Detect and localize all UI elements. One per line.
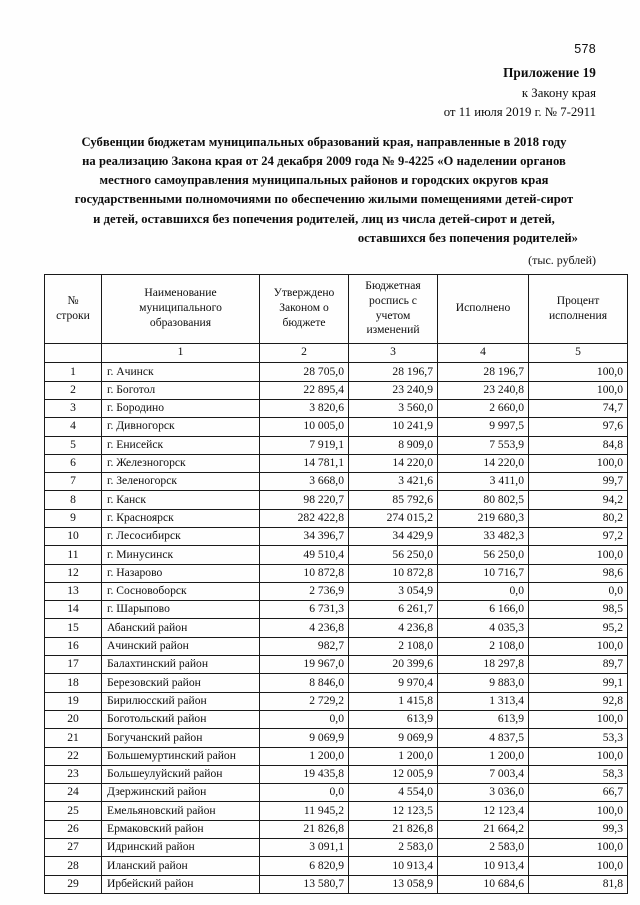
cell-approved: 19 967,0 bbox=[260, 656, 349, 674]
cell-budget-schedule: 9 069,9 bbox=[349, 729, 438, 747]
cell-percent: 92,8 bbox=[529, 692, 628, 710]
cell-percent: 95,2 bbox=[529, 619, 628, 637]
cell-municipality-name: г. Енисейск bbox=[102, 436, 260, 454]
cell-row-number: 13 bbox=[45, 582, 102, 600]
appendix-title: Приложение 19 bbox=[503, 65, 596, 80]
cell-row-number: 16 bbox=[45, 637, 102, 655]
cell-municipality-name: Дзержинский район bbox=[102, 784, 260, 802]
cell-executed: 10 716,7 bbox=[438, 564, 529, 582]
header-row-number-line1: № bbox=[67, 293, 79, 307]
cell-approved: 13 580,7 bbox=[260, 875, 349, 893]
cell-budget-schedule: 3 421,6 bbox=[349, 473, 438, 491]
cell-row-number: 28 bbox=[45, 857, 102, 875]
cell-budget-schedule: 12 005,9 bbox=[349, 765, 438, 783]
table-header-row bbox=[45, 275, 628, 344]
cell-budget-schedule: 23 240,9 bbox=[349, 381, 438, 399]
cell-percent: 100,0 bbox=[529, 363, 628, 381]
cell-budget-schedule: 21 826,8 bbox=[349, 820, 438, 838]
cell-executed: 10 684,6 bbox=[438, 875, 529, 893]
cell-row-number: 26 bbox=[45, 820, 102, 838]
header-row-number-line2: строки bbox=[56, 308, 90, 322]
appendix-law-line: к Закону края bbox=[521, 85, 596, 100]
cell-approved: 19 435,8 bbox=[260, 765, 349, 783]
heading-line-3: местного самоуправления муниципальных районов и городских округов края bbox=[99, 173, 549, 188]
cell-municipality-name: Боготольский район bbox=[102, 710, 260, 728]
cell-executed: 4 035,3 bbox=[438, 619, 529, 637]
cell-executed: 10 913,4 bbox=[438, 857, 529, 875]
cell-row-number: 21 bbox=[45, 729, 102, 747]
table-row bbox=[45, 564, 628, 582]
cell-percent: 89,7 bbox=[529, 656, 628, 674]
table-column-number-row bbox=[45, 344, 628, 363]
cell-percent: 100,0 bbox=[529, 839, 628, 857]
cell-executed: 28 196,7 bbox=[438, 363, 529, 381]
cell-budget-schedule: 13 058,9 bbox=[349, 875, 438, 893]
cell-approved: 8 846,0 bbox=[260, 674, 349, 692]
table-row bbox=[45, 656, 628, 674]
colnum-5: 5 bbox=[529, 344, 628, 363]
cell-municipality-name: г. Железногорск bbox=[102, 454, 260, 472]
cell-row-number: 22 bbox=[45, 747, 102, 765]
table-row bbox=[45, 747, 628, 765]
header-budget-line3: учетом bbox=[375, 308, 411, 322]
appendix-reference-block bbox=[296, 64, 596, 121]
cell-budget-schedule: 10 872,8 bbox=[349, 564, 438, 582]
cell-budget-schedule: 56 250,0 bbox=[349, 546, 438, 564]
header-budget-line1: Бюджетная bbox=[365, 279, 421, 292]
table-row bbox=[45, 601, 628, 619]
cell-approved: 3 091,1 bbox=[260, 839, 349, 857]
cell-executed: 3 036,0 bbox=[438, 784, 529, 802]
table-row bbox=[45, 820, 628, 838]
cell-executed: 9 997,5 bbox=[438, 418, 529, 436]
cell-percent: 84,8 bbox=[529, 436, 628, 454]
cell-row-number: 10 bbox=[45, 527, 102, 545]
cell-budget-schedule: 28 196,7 bbox=[349, 363, 438, 381]
heading-line-2: на реализацию Закона края от 24 декабря 2009 года № 9-4225 «О наделении органов bbox=[82, 154, 566, 169]
cell-approved: 49 510,4 bbox=[260, 546, 349, 564]
cell-municipality-name: г. Шарыпово bbox=[102, 601, 260, 619]
heading-line-4: государственными полномочиями по обеспечению жилыми помещениями детей-сирот bbox=[74, 192, 574, 207]
cell-approved: 28 705,0 bbox=[260, 363, 349, 381]
cell-municipality-name: г. Бородино bbox=[102, 399, 260, 417]
cell-municipality-name: Богучанский район bbox=[102, 729, 260, 747]
cell-budget-schedule: 8 909,0 bbox=[349, 436, 438, 454]
cell-row-number: 25 bbox=[45, 802, 102, 820]
cell-executed: 219 680,3 bbox=[438, 509, 529, 527]
cell-municipality-name: Емельяновский район bbox=[102, 802, 260, 820]
cell-budget-schedule: 2 583,0 bbox=[349, 839, 438, 857]
cell-percent: 74,7 bbox=[529, 399, 628, 417]
cell-row-number: 3 bbox=[45, 399, 102, 417]
table-row bbox=[45, 765, 628, 783]
cell-percent: 98,5 bbox=[529, 601, 628, 619]
header-approved-line2: Законом о bbox=[279, 301, 329, 315]
cell-municipality-name: г. Лесосибирск bbox=[102, 527, 260, 545]
cell-executed: 7 553,9 bbox=[438, 436, 529, 454]
table-row bbox=[45, 582, 628, 600]
cell-row-number: 6 bbox=[45, 454, 102, 472]
cell-row-number: 17 bbox=[45, 656, 102, 674]
cell-executed: 12 123,4 bbox=[438, 802, 529, 820]
cell-approved: 22 895,4 bbox=[260, 381, 349, 399]
cell-budget-schedule: 6 261,7 bbox=[349, 601, 438, 619]
table-row bbox=[45, 546, 628, 564]
document-heading bbox=[48, 133, 600, 248]
table-row bbox=[45, 454, 628, 472]
cell-approved: 982,7 bbox=[260, 637, 349, 655]
table-row bbox=[45, 527, 628, 545]
cell-executed: 1 313,4 bbox=[438, 692, 529, 710]
cell-executed: 18 297,8 bbox=[438, 656, 529, 674]
cell-row-number: 12 bbox=[45, 564, 102, 582]
cell-approved: 0,0 bbox=[260, 710, 349, 728]
cell-row-number: 7 bbox=[45, 473, 102, 491]
table-row bbox=[45, 637, 628, 655]
cell-approved: 34 396,7 bbox=[260, 527, 349, 545]
header-budget-line4: изменений bbox=[366, 323, 420, 337]
cell-row-number: 15 bbox=[45, 619, 102, 637]
cell-budget-schedule: 1 200,0 bbox=[349, 747, 438, 765]
cell-municipality-name: Бирилюсский район bbox=[102, 692, 260, 710]
table-row bbox=[45, 491, 628, 509]
cell-row-number: 1 bbox=[45, 363, 102, 381]
cell-municipality-name: г. Красноярск bbox=[102, 509, 260, 527]
header-executed: Исполнено bbox=[438, 275, 529, 344]
cell-executed: 6 166,0 bbox=[438, 601, 529, 619]
cell-percent: 100,0 bbox=[529, 454, 628, 472]
cell-budget-schedule: 3 054,9 bbox=[349, 582, 438, 600]
subventions-table-wrapper bbox=[44, 274, 623, 894]
header-name-line1: Наименование bbox=[144, 286, 217, 300]
cell-approved: 98 220,7 bbox=[260, 491, 349, 509]
cell-percent: 98,6 bbox=[529, 564, 628, 582]
cell-approved: 21 826,8 bbox=[260, 820, 349, 838]
cell-municipality-name: г. Боготол bbox=[102, 381, 260, 399]
cell-budget-schedule: 10 913,4 bbox=[349, 857, 438, 875]
cell-budget-schedule: 12 123,5 bbox=[349, 802, 438, 820]
cell-approved: 10 005,0 bbox=[260, 418, 349, 436]
heading-line-5: и детей, оставшихся без попечения родителей, лиц из числа детей-сирот и детей, bbox=[93, 211, 555, 226]
cell-executed: 2 108,0 bbox=[438, 637, 529, 655]
table-row bbox=[45, 509, 628, 527]
table-row bbox=[45, 674, 628, 692]
cell-percent: 100,0 bbox=[529, 637, 628, 655]
cell-executed: 0,0 bbox=[438, 582, 529, 600]
cell-row-number: 4 bbox=[45, 418, 102, 436]
heading-line-1: Субвенции бюджетам муниципальных образований края, направленные в 2018 году bbox=[81, 135, 567, 149]
cell-percent: 53,3 bbox=[529, 729, 628, 747]
cell-row-number: 29 bbox=[45, 875, 102, 893]
cell-approved: 14 781,1 bbox=[260, 454, 349, 472]
cell-municipality-name: г. Ачинск bbox=[102, 363, 260, 381]
cell-row-number: 8 bbox=[45, 491, 102, 509]
cell-row-number: 20 bbox=[45, 710, 102, 728]
cell-municipality-name: Большемуртинский район bbox=[102, 747, 260, 765]
cell-budget-schedule: 4 554,0 bbox=[349, 784, 438, 802]
cell-row-number: 14 bbox=[45, 601, 102, 619]
header-percent-line2: исполнения bbox=[548, 308, 608, 322]
cell-municipality-name: Ачинский район bbox=[102, 637, 260, 655]
cell-percent: 0,0 bbox=[529, 582, 628, 600]
units-note: (тыс. рублей) bbox=[528, 253, 596, 267]
cell-executed: 613,9 bbox=[438, 710, 529, 728]
header-name-line2: муниципального bbox=[139, 301, 222, 315]
cell-executed: 1 200,0 bbox=[438, 747, 529, 765]
header-budget-schedule bbox=[349, 275, 438, 344]
cell-row-number: 2 bbox=[45, 381, 102, 399]
page-number: 578 bbox=[574, 42, 596, 56]
cell-row-number: 5 bbox=[45, 436, 102, 454]
appendix-date-line: от 11 июля 2019 г. № 7-2911 bbox=[443, 104, 596, 119]
cell-municipality-name: Идринский район bbox=[102, 839, 260, 857]
cell-executed: 7 003,4 bbox=[438, 765, 529, 783]
cell-percent: 99,3 bbox=[529, 820, 628, 838]
cell-approved: 3 668,0 bbox=[260, 473, 349, 491]
cell-approved: 3 820,6 bbox=[260, 399, 349, 417]
cell-executed: 2 583,0 bbox=[438, 839, 529, 857]
cell-approved: 282 422,8 bbox=[260, 509, 349, 527]
cell-percent: 97,2 bbox=[529, 527, 628, 545]
cell-budget-schedule: 14 220,0 bbox=[349, 454, 438, 472]
table-row bbox=[45, 710, 628, 728]
table-row bbox=[45, 436, 628, 454]
subventions-table bbox=[44, 274, 628, 894]
cell-budget-schedule: 1 415,8 bbox=[349, 692, 438, 710]
cell-executed: 9 883,0 bbox=[438, 674, 529, 692]
table-row bbox=[45, 381, 628, 399]
cell-approved: 4 236,8 bbox=[260, 619, 349, 637]
colnum-2: 2 bbox=[260, 344, 349, 363]
cell-percent: 100,0 bbox=[529, 747, 628, 765]
cell-municipality-name: Иланский район bbox=[102, 857, 260, 875]
colnum-0 bbox=[45, 344, 102, 363]
cell-row-number: 27 bbox=[45, 839, 102, 857]
cell-approved: 2 736,9 bbox=[260, 582, 349, 600]
header-row-number bbox=[45, 275, 102, 344]
header-percent-line1: Процент bbox=[556, 293, 600, 307]
colnum-1: 1 bbox=[102, 344, 260, 363]
table-row bbox=[45, 857, 628, 875]
table-row bbox=[45, 399, 628, 417]
header-approved bbox=[260, 275, 349, 344]
cell-municipality-name: Балахтинский район bbox=[102, 656, 260, 674]
cell-percent: 100,0 bbox=[529, 546, 628, 564]
cell-municipality-name: Березовский район bbox=[102, 674, 260, 692]
cell-approved: 6 820,9 bbox=[260, 857, 349, 875]
table-body bbox=[45, 363, 628, 894]
heading-line-6: оставшихся без попечения родителей» bbox=[357, 230, 578, 245]
cell-percent: 81,8 bbox=[529, 875, 628, 893]
cell-percent: 100,0 bbox=[529, 857, 628, 875]
cell-budget-schedule: 20 399,6 bbox=[349, 656, 438, 674]
cell-executed: 4 837,5 bbox=[438, 729, 529, 747]
cell-approved: 1 200,0 bbox=[260, 747, 349, 765]
cell-executed: 56 250,0 bbox=[438, 546, 529, 564]
cell-municipality-name: г. Минусинск bbox=[102, 546, 260, 564]
cell-approved: 0,0 bbox=[260, 784, 349, 802]
table-row bbox=[45, 473, 628, 491]
cell-percent: 80,2 bbox=[529, 509, 628, 527]
header-approved-line3: бюджете bbox=[282, 316, 326, 330]
cell-row-number: 23 bbox=[45, 765, 102, 783]
cell-executed: 21 664,2 bbox=[438, 820, 529, 838]
cell-percent: 100,0 bbox=[529, 802, 628, 820]
cell-percent: 99,7 bbox=[529, 473, 628, 491]
cell-executed: 14 220,0 bbox=[438, 454, 529, 472]
cell-budget-schedule: 613,9 bbox=[349, 710, 438, 728]
cell-municipality-name: г. Сосновоборск bbox=[102, 582, 260, 600]
header-percent bbox=[529, 275, 628, 344]
cell-executed: 23 240,8 bbox=[438, 381, 529, 399]
cell-budget-schedule: 3 560,0 bbox=[349, 399, 438, 417]
cell-row-number: 19 bbox=[45, 692, 102, 710]
cell-budget-schedule: 4 236,8 bbox=[349, 619, 438, 637]
cell-municipality-name: Большеулуйский район bbox=[102, 765, 260, 783]
cell-budget-schedule: 85 792,6 bbox=[349, 491, 438, 509]
cell-municipality-name: г. Канск bbox=[102, 491, 260, 509]
cell-approved: 9 069,9 bbox=[260, 729, 349, 747]
table-row bbox=[45, 839, 628, 857]
cell-percent: 100,0 bbox=[529, 381, 628, 399]
cell-approved: 2 729,2 bbox=[260, 692, 349, 710]
cell-percent: 94,2 bbox=[529, 491, 628, 509]
cell-row-number: 11 bbox=[45, 546, 102, 564]
cell-budget-schedule: 10 241,9 bbox=[349, 418, 438, 436]
table-head bbox=[45, 275, 628, 363]
cell-row-number: 24 bbox=[45, 784, 102, 802]
table-row bbox=[45, 802, 628, 820]
cell-approved: 11 945,2 bbox=[260, 802, 349, 820]
cell-row-number: 18 bbox=[45, 674, 102, 692]
cell-executed: 3 411,0 bbox=[438, 473, 529, 491]
table-row bbox=[45, 418, 628, 436]
cell-approved: 10 872,8 bbox=[260, 564, 349, 582]
cell-approved: 6 731,3 bbox=[260, 601, 349, 619]
table-row bbox=[45, 692, 628, 710]
table-row bbox=[45, 619, 628, 637]
cell-municipality-name: Ермаковский район bbox=[102, 820, 260, 838]
cell-percent: 97,6 bbox=[529, 418, 628, 436]
cell-percent: 100,0 bbox=[529, 710, 628, 728]
table-row bbox=[45, 784, 628, 802]
cell-municipality-name: Ирбейский район bbox=[102, 875, 260, 893]
table-row bbox=[45, 363, 628, 381]
cell-municipality-name: г. Зеленогорск bbox=[102, 473, 260, 491]
header-municipality-name bbox=[102, 275, 260, 344]
cell-approved: 7 919,1 bbox=[260, 436, 349, 454]
cell-municipality-name: Абанский район bbox=[102, 619, 260, 637]
cell-budget-schedule: 2 108,0 bbox=[349, 637, 438, 655]
header-name-line3: образования bbox=[149, 316, 212, 330]
cell-municipality-name: г. Назарово bbox=[102, 564, 260, 582]
cell-executed: 2 660,0 bbox=[438, 399, 529, 417]
cell-percent: 99,1 bbox=[529, 674, 628, 692]
table-row bbox=[45, 729, 628, 747]
colnum-4: 4 bbox=[438, 344, 529, 363]
header-approved-line1: Утверждено bbox=[273, 286, 335, 300]
cell-municipality-name: г. Дивногорск bbox=[102, 418, 260, 436]
header-budget-line2: роспись с bbox=[369, 293, 417, 307]
cell-percent: 66,7 bbox=[529, 784, 628, 802]
colnum-3: 3 bbox=[349, 344, 438, 363]
cell-executed: 33 482,3 bbox=[438, 527, 529, 545]
table-row bbox=[45, 875, 628, 893]
cell-row-number: 9 bbox=[45, 509, 102, 527]
cell-percent: 58,3 bbox=[529, 765, 628, 783]
cell-executed: 80 802,5 bbox=[438, 491, 529, 509]
cell-budget-schedule: 34 429,9 bbox=[349, 527, 438, 545]
cell-budget-schedule: 9 970,4 bbox=[349, 674, 438, 692]
cell-budget-schedule: 274 015,2 bbox=[349, 509, 438, 527]
